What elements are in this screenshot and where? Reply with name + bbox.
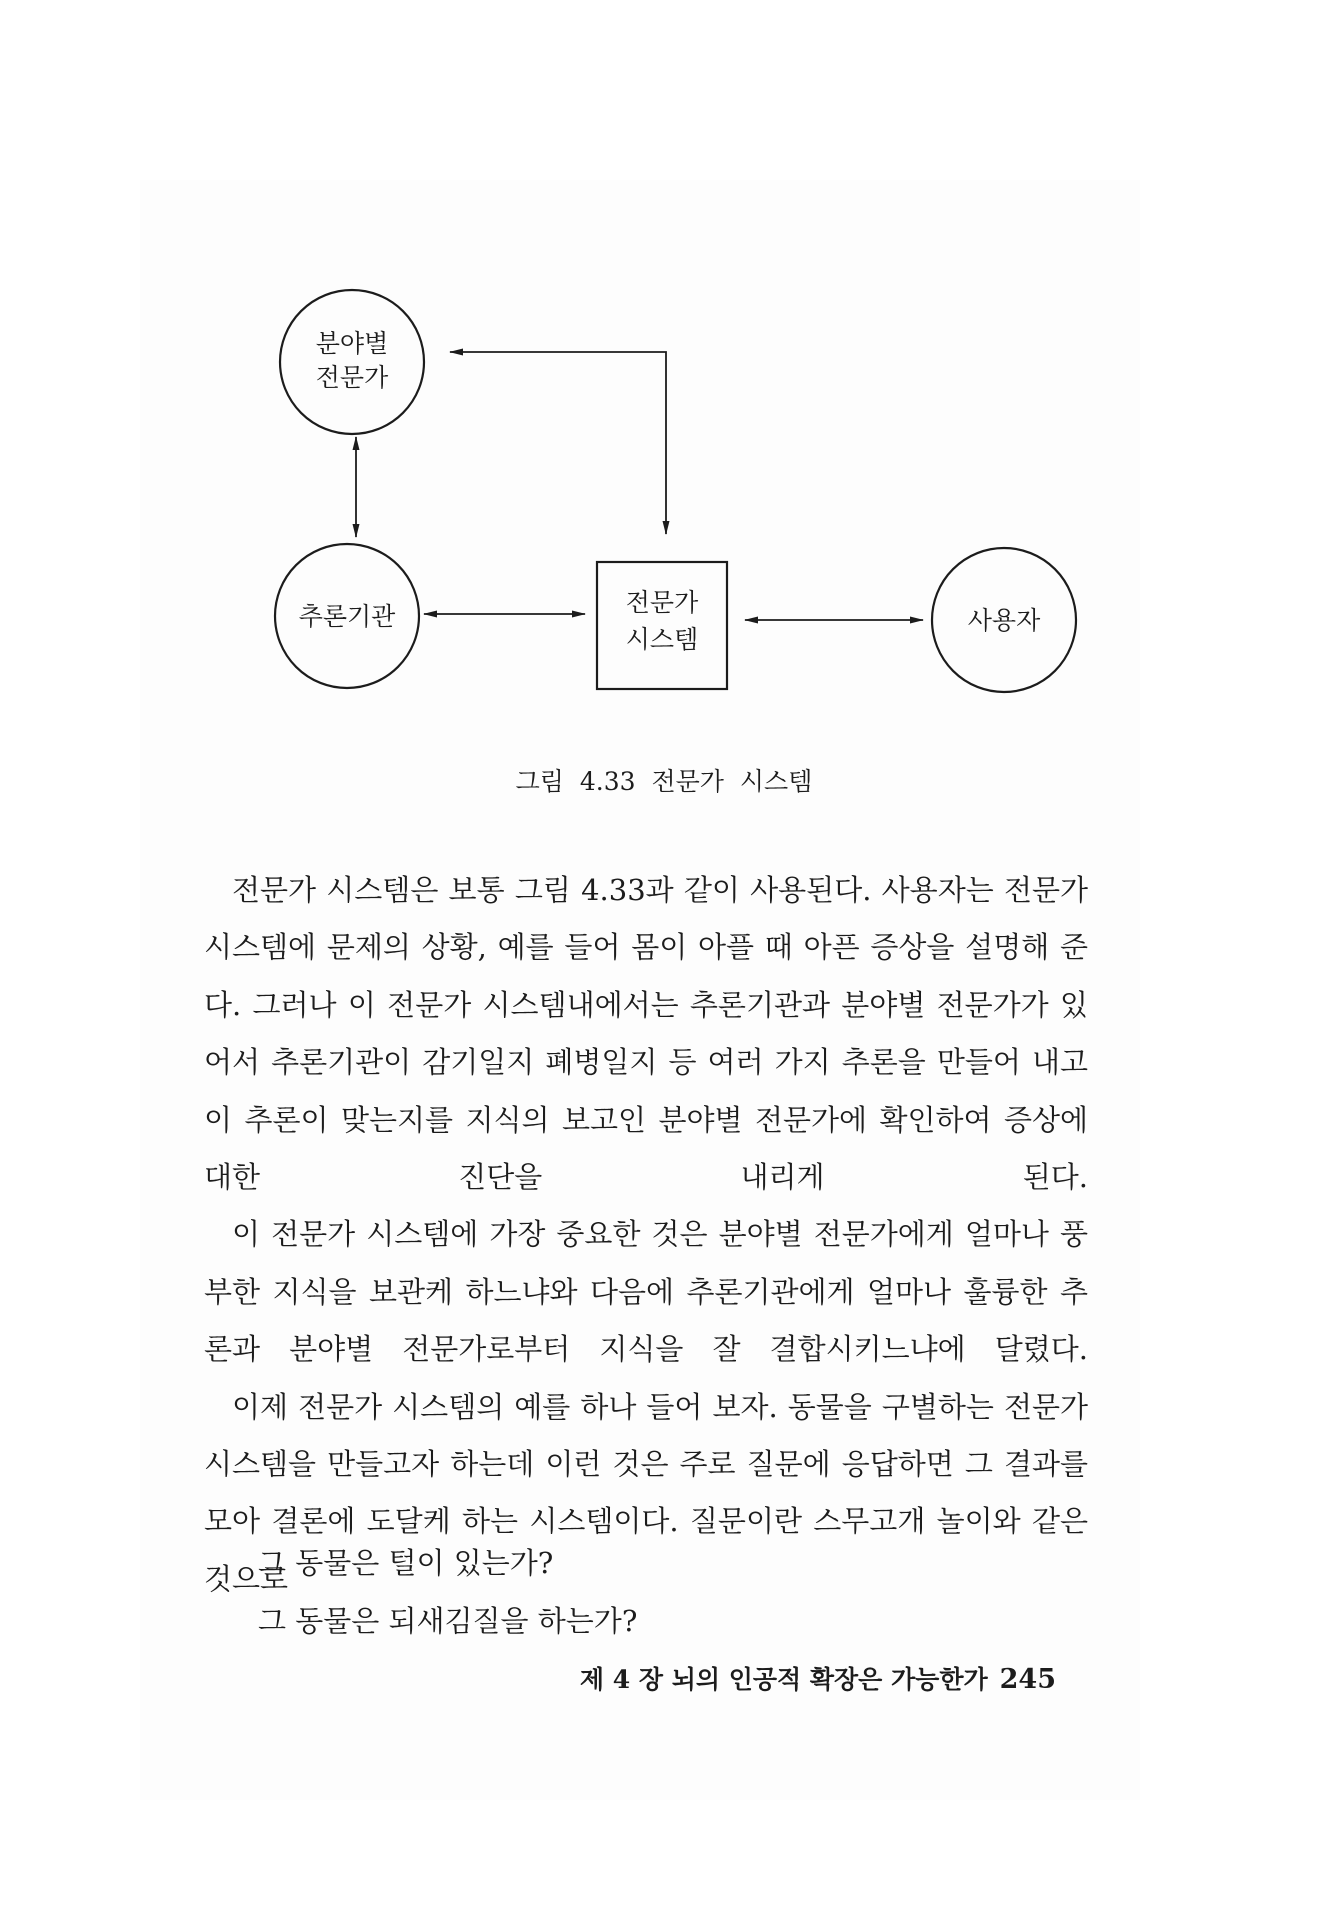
user-node [932, 548, 1076, 692]
chapter-title: 제 4 장 뇌의 인공적 확장은 가능한가 [579, 1665, 988, 1694]
running-footer [556, 1660, 1056, 1696]
figure-caption: 그림 4.33 전문가 시스템 [515, 767, 813, 796]
question-item: 그 동물은 되새김질을 하는가? [258, 1604, 638, 1638]
inference-engine-label: 추론기관 [298, 602, 396, 631]
body-text [204, 862, 1088, 1608]
paragraph: 전문가 시스템은 보통 그림 4.33과 같이 사용된다. 사용자는 전문가 시스템에 문제의 상황, 예를 들어 몸이 아플 때 아픈 증상을 설명해 준다. 그러나 이 전문가 시스템내에서는 추론기관과 분야별 전문가가 있어서 추론기관이 감기일지 폐병일지 등 여러 가지 추론을 만들어 내고 이 추론이 맞는지를 지식의 보고인 분야별 전문가에 확인하여 증상에 대한 진단을 내리게 된다. [204, 873, 1088, 1195]
domain-expert-node [280, 290, 424, 434]
domain-expert-label-line2: 전문가 [315, 363, 389, 392]
expert-system-label-line1: 전문가 [625, 588, 699, 617]
question-list [258, 1534, 637, 1650]
page-number: 245 [999, 1664, 1056, 1695]
domain-expert-label-line1: 분야별 [315, 329, 389, 358]
question-item: 그 동물은 털이 있는가? [258, 1546, 554, 1580]
arrow-expert-system-to-domain-expert [450, 352, 666, 534]
paragraph: 이제 전문가 시스템의 예를 하나 들어 보자. 동물을 구별하는 전문가 시스템을 만들고자 하는데 이런 것은 주로 질문에 응답하면 그 결과를 모아 결론에 도달케 하는 시스템이다. 질문이란 스무고개 놀이와 같은 것으로 [204, 1389, 1088, 1596]
expert-system-node [597, 562, 727, 689]
expert-system-label-line2: 시스템 [625, 625, 699, 654]
inference-engine-node [275, 544, 419, 688]
expert-system-diagram [0, 0, 1328, 760]
user-label: 사용자 [967, 606, 1041, 635]
paragraph: 이 전문가 시스템에 가장 중요한 것은 분야별 전문가에게 얼마나 풍부한 지식을 보관케 하느냐와 다음에 추론기관에게 얼마나 훌륭한 추론과 분야별 전문가로부터 지식을 잘 결합시키느냐에 달렸다. [204, 1217, 1088, 1367]
